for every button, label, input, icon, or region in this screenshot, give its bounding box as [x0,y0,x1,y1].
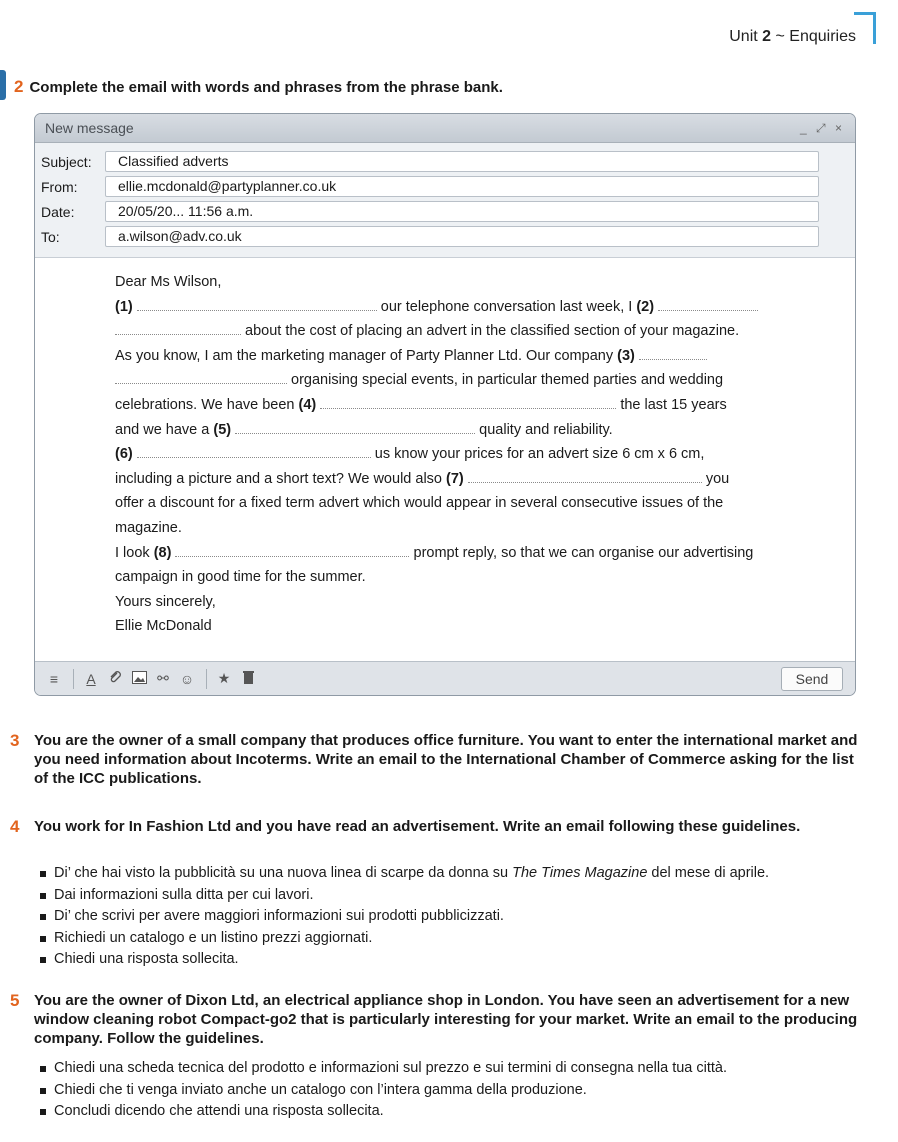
exercise-5-text: You are the owner of Dixon Ltd, an electrical appliance shop in London. You have seen an advertisement for a new window cleaning robot Compact-go2 that is particularly interesting for your market. Write an email to the producing company. Follow the guidelines. [34,992,858,1047]
guideline-text: del mese di aprile. [647,865,770,881]
gap-7-label: (7) [446,470,464,487]
guideline-item: Chiedi una risposta sollecita. [40,949,769,971]
window-controls[interactable]: _ ⤢ × [800,120,845,135]
subject-label: Subject: [41,153,92,170]
guideline-item: Chiedi che ti venga inviato anche un catalogo con l’intera gamma della produzione. [40,1080,727,1102]
text-2: about the cost of placing an advert in the classified section of your magazine. [245,323,740,340]
text-format-icon[interactable]: A [86,670,96,687]
page-header [729,28,856,46]
gap-1-label: (1) [115,298,133,315]
text-15: prompt reply, so that we can organise our advertising [413,544,754,561]
from-label: From: [41,178,78,195]
text-3: As you know, I am the marketing manager of Party Planner Ltd. Our company [115,347,614,364]
from-row [35,174,855,199]
body-line-7 [115,442,819,467]
text-14: I look [115,544,150,561]
gap-5-blank[interactable] [235,421,475,434]
gap-4-blank[interactable] [320,396,616,409]
body-line-11 [115,541,819,566]
unit-number: 2 [762,28,772,45]
email-titlebar [35,114,855,143]
exercise-3-text: You are the owner of a small company that produces office furniture. You want to enter the international market and you need information about Incoterms. Write an email to the International Chamber of Commerce asking for the list of the ICC publications. [34,732,858,787]
exercise-4-number: 4 [10,817,20,836]
toolbar-separator [73,669,74,689]
guideline-item: Dai informazioni sulla ditta per cui lavori. [40,885,769,907]
body-line-10: magazine. [115,519,182,536]
unit-label: Unit [729,28,758,45]
attachment-icon[interactable] [104,670,126,687]
gap-7-blank[interactable] [468,470,702,483]
section-title: Enquiries [789,28,856,45]
exercise-4 [10,817,864,836]
text-6: the last 15 years [620,396,727,413]
exercise-5 [10,991,864,1048]
guideline-item: Concludi dicendo che attendi una risposta sollecita. [40,1101,727,1123]
body-line-9: offer a discount for a fixed term advert which would appear in several consecutive issues of the [115,495,724,512]
closing: Yours sincerely, [115,593,216,610]
body-line-8 [115,467,819,492]
text-4: organising special events, in particular themed parties and wedding [291,372,724,389]
emoji-icon[interactable]: ☺ [179,670,195,687]
text-8: quality and reliability. [479,421,613,438]
text-7: and we have a [115,421,210,438]
image-icon[interactable] [128,671,150,687]
star-icon[interactable]: ★ [217,670,231,686]
to-row [35,224,855,249]
text-11: you [705,470,730,487]
header-separator: ~ [775,28,785,45]
greeting: Dear Ms Wilson, [115,274,222,290]
date-label: Date: [41,203,75,220]
to-field[interactable]: a.wilson@adv.co.uk [105,226,819,247]
body-line-4 [115,368,819,393]
trash-icon[interactable] [237,671,259,687]
body-line-6 [115,418,819,443]
signature: Ellie McDonald [115,618,212,635]
gap-8-label: (8) [153,544,172,561]
send-button[interactable]: Send [781,667,843,691]
gap-2-label: (2) [636,298,655,315]
exercise-2-title [14,77,503,97]
email-body[interactable] [35,258,855,639]
body-line-12: campaign in good time for the summer. [115,569,366,586]
corner-mark-vertical [873,12,876,44]
from-field[interactable]: ellie.mcdonald@partyplanner.co.uk [105,176,819,197]
to-label: To: [41,228,60,245]
toolbar-separator-2 [206,669,207,689]
date-row [35,199,855,224]
body-line-1 [115,295,819,320]
exercise-3 [10,731,864,788]
menu-icon[interactable]: ≡ [49,670,59,687]
date-field[interactable]: 20/05/20... 11:56 a.m. [105,201,819,222]
text-5: celebrations. We have been [115,396,295,413]
body-line-3 [115,344,819,369]
guideline-item: Di’ che scrivi per avere maggiori informazioni sui prodotti pubblicizzati. [40,906,769,928]
guideline-italic: The Times Magazine [512,865,648,881]
subject-field[interactable]: Classified adverts [105,151,819,172]
exercise-2-number: 2 [14,77,24,96]
body-line-2 [115,319,819,344]
gap-3-label: (3) [617,347,635,364]
gap-5-label: (5) [213,421,232,438]
gap-3-blank-cont[interactable] [115,371,287,384]
gap-6-blank[interactable] [137,445,371,458]
link-icon[interactable]: ⚯ [157,670,169,686]
subject-row [35,149,855,174]
gap-1-blank[interactable] [137,298,377,311]
text-9: us know your prices for an advert size 6 cm x 6 cm, [374,446,705,463]
gap-2-blank[interactable] [658,298,758,311]
gap-8-blank[interactable] [175,544,409,557]
email-window [34,113,856,696]
email-toolbar [35,661,855,695]
exercise-5-guidelines [40,1058,727,1123]
gap-4-label: (4) [298,396,317,413]
exercise-3-number: 3 [10,731,20,750]
guideline-item: Chiedi una scheda tecnica del prodotto e informazioni sul prezzo e sui termini di consegna nella tua città. [40,1058,727,1080]
email-headers [35,143,855,258]
gap-2-blank-cont[interactable] [115,322,241,335]
window-title: New message [45,120,134,136]
exercise-4-guidelines [40,863,769,971]
guideline-item: Richiedi un catalogo e un listino prezzi aggiornati. [40,928,769,950]
side-tab-marker [0,70,6,100]
exercise-2-instruction: Complete the email with words and phrases from the phrase bank. [29,79,503,96]
exercise-5-number: 5 [10,991,20,1010]
guideline-text: Di’ che hai visto la pubblicità su una nuova linea di scarpe da donna su [54,865,513,881]
gap-3-blank[interactable] [639,347,707,360]
body-line-5 [115,393,819,418]
text-10: including a picture and a short text? We would also [115,470,442,487]
exercise-4-text: You work for In Fashion Ltd and you have read an advertisement. Write an email following these guidelines. [34,818,801,835]
text-1: our telephone conversation last week, I [380,298,633,315]
gap-6-label: (6) [115,446,133,463]
guideline-item [40,863,769,885]
